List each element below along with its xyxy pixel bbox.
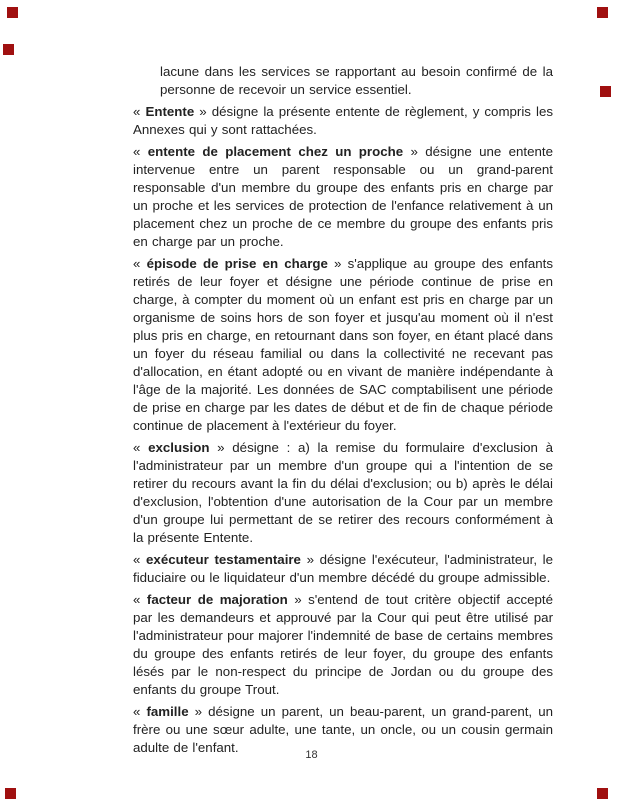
defined-term: Entente xyxy=(145,104,195,119)
definition-paragraph: « épisode de prise en charge » s'applique au groupe des enfants retirés de leur foyer et désigne une période continue de prise en charge, à compter du moment où un enfant est pris en charge par un organisme de soins hors de son foyer et jusqu'au moment où il n'est plus pris en charge, en retournant dans son foyer, en étant placé dans un foyer du réseau familial ou dans la collectivité ne recevant pas d'allocation, en étant adopté ou en vivant de manière indépendante à l'âge de la majorité. Les données de SAC comptabilisent une période de prise en charge par les dates de début et de fin de chaque période continue de placement à l'extérieur du foyer. xyxy=(133,256,553,433)
definition-paragraph: « facteur de majoration » s'entend de tout critère objectif accepté par les demandeurs et approuvé par la Cour qui peut être utilisé par l'administrateur pour majorer l'indemnité de base de certains membres du groupe des enfants retirés de leur foyer, du groupe des enfants lésés par le non-respect du principe de Jordan ou du groupe des enfants du groupe Trout. xyxy=(133,592,553,697)
defined-term: famille xyxy=(146,704,189,719)
red-square-marker xyxy=(600,86,611,97)
red-square-marker xyxy=(5,788,16,799)
definition-paragraph: lacune dans les services se rapportant au besoin confirmé de la personne de recevoir un service essentiel. xyxy=(160,64,553,97)
defined-term: exclusion xyxy=(148,440,210,455)
defined-term: épisode de prise en charge xyxy=(146,256,328,271)
definition-paragraph: « exécuteur testamentaire » désigne l'exécuteur, l'administrateur, le fiduciaire ou le liquidateur d'un membre décédé du groupe admissible. xyxy=(133,552,553,585)
page-number: 18 xyxy=(305,749,318,761)
defined-term: exécuteur testamentaire xyxy=(146,552,301,567)
red-square-marker xyxy=(597,788,608,799)
defined-term: entente de placement chez un proche xyxy=(147,144,404,159)
definition-paragraph: « exclusion » désigne : a) la remise du formulaire d'exclusion à l'administrateur par un membre d'un groupe qui a l'intention de se retirer du recours avant la fin du délai d'exclusion; ou b) après le délai d'exclusion, l'obtention d'une autorisation de la Cour par un membre d'un groupe lui permettant de se retirer des recours conformément à la présente Entente. xyxy=(133,440,553,545)
definition-paragraph: « entente de placement chez un proche » désigne une entente intervenue entre un parent responsable ou un grand-parent responsable d'un membre du groupe des enfants pris en charge par un proche et les services de protection de l'enfance relativement à un placement chez un proche de ce membre du groupe des enfants pris en charge par un proche. xyxy=(133,144,553,249)
red-square-marker xyxy=(3,44,14,55)
defined-term: facteur de majoration xyxy=(146,592,288,607)
definition-paragraph: « Entente » désigne la présente entente de règlement, y compris les Annexes qui y sont rattachées. xyxy=(133,104,553,137)
red-square-marker xyxy=(597,7,608,18)
definition-paragraph: « famille » désigne un parent, un beau-parent, un grand-parent, un frère ou une sœur adulte, une tante, un oncle, ou un cousin germain adulte de l'enfant. xyxy=(133,704,553,755)
red-square-marker xyxy=(7,7,18,18)
document-body xyxy=(133,63,553,761)
